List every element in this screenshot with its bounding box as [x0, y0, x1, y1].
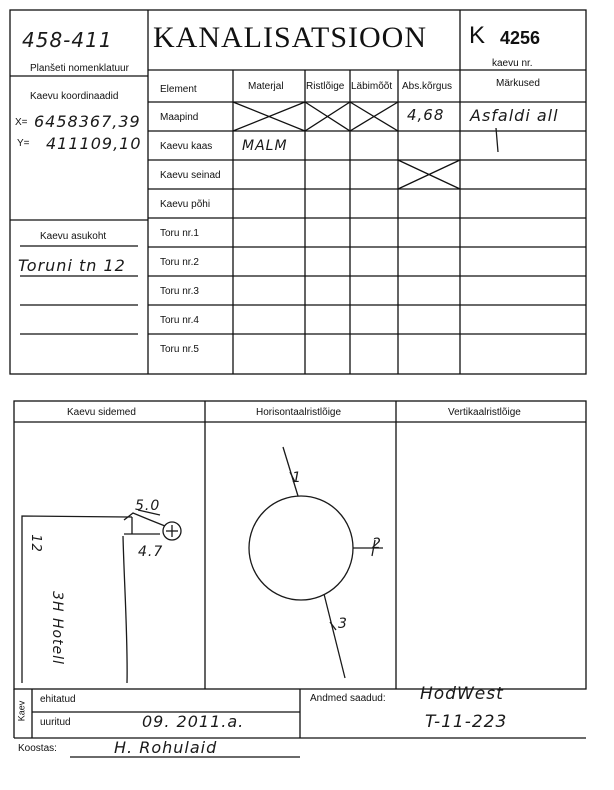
col-element: Element: [160, 84, 197, 95]
row-element-label: Toru nr.5: [160, 344, 199, 355]
horizontal-label: Horisontaalristlõige: [256, 407, 342, 418]
data-from-value: HodWest: [420, 684, 504, 704]
row-element-label: Kaevu põhi: [160, 199, 211, 210]
vertical-label: Vertikaalristlõige: [448, 407, 521, 418]
maapind-remark: Asfaldi all: [470, 106, 559, 125]
well-number-label: kaevu nr.: [492, 58, 533, 69]
kaev-label: Kaev: [16, 700, 27, 722]
row-element-label: Toru nr.1: [160, 228, 199, 239]
kaas-material: MALM: [242, 138, 288, 154]
col-materjal: Materjal: [248, 81, 284, 92]
row-element-label: Toru nr.3: [160, 286, 199, 297]
x-label: X=: [15, 117, 28, 128]
col-abs-korgus: Abs.kõrgus: [402, 81, 453, 92]
y-label: Y=: [17, 138, 30, 149]
location-value: Toruni tn 12: [18, 256, 126, 275]
sketch-label-47: 4.7: [138, 544, 164, 560]
row-element-label: Kaevu kaas: [160, 141, 213, 152]
pipe-2-label: 2: [372, 536, 382, 552]
sketch-label-hotell: 3H Hotell: [48, 591, 65, 665]
surveyed-label: uuritud: [40, 717, 71, 728]
y-value: 411109,10: [46, 134, 142, 153]
maapind-abs-value: 4,68: [407, 106, 445, 124]
x-value: 6458367,39: [34, 112, 141, 131]
data-from-ref: T-11-223: [425, 712, 508, 732]
sketch-label-12: 12: [27, 534, 43, 553]
form-title: KANALISATSIOON: [153, 21, 427, 54]
row-element-label: Kaevu seinad: [160, 170, 221, 181]
col-markused: Märkused: [496, 78, 540, 89]
col-ristloige: Ristlõige: [306, 81, 345, 92]
well-prefix: K: [469, 22, 486, 49]
surveyed-value: 09. 2011.a.: [142, 712, 245, 731]
built-label: ehitatud: [40, 694, 76, 705]
horizontal-section-sketch: [249, 447, 383, 678]
row-element-label: Toru nr.4: [160, 315, 199, 326]
pipe-1-label: 1: [292, 470, 302, 486]
connections-sketch: [22, 510, 181, 683]
remark-tail-stroke: [490, 128, 504, 156]
location-label: Kaevu asukoht: [40, 231, 107, 242]
data-from-label: Andmed saadud:: [310, 693, 386, 704]
col-labimoot: Läbimõõt: [351, 81, 393, 92]
pipe-3-label: 3: [338, 616, 348, 632]
row-element-label: Maapind: [160, 112, 199, 123]
coords-label: Kaevu koordinaadid: [30, 91, 119, 102]
sheet-nomenclature-label: Planšeti nomenklatuur: [30, 63, 129, 74]
well-number: 4256: [500, 28, 541, 48]
connections-label: Kaevu sidemed: [67, 407, 136, 418]
row-element-label: Toru nr.2: [160, 257, 199, 268]
sketch-label-50: 5.0: [135, 498, 161, 514]
sheet-nomenclature-value: 458-411: [22, 28, 113, 52]
compiled-value: H. Rohulaid: [114, 738, 218, 757]
compiled-label: Koostas:: [18, 743, 57, 754]
